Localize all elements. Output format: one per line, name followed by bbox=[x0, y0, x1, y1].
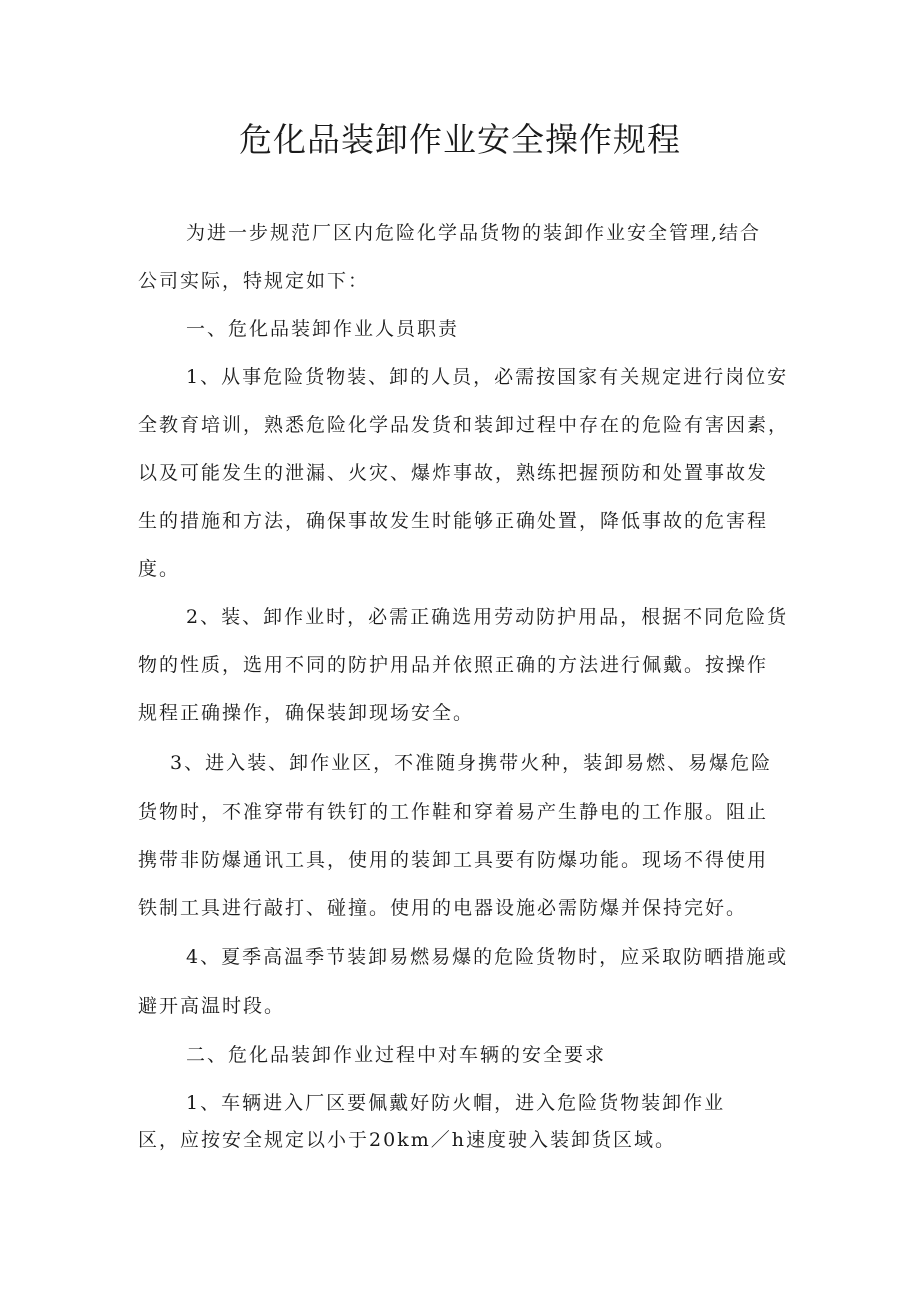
item-1-2-line-1: 2、装、卸作业时，必需正确选用劳动防护用品，根据不同危险货 bbox=[186, 606, 789, 628]
item-1-4-line-1: 4、夏季高温季节装卸易燃易爆的危险货物时，应采取防晒措施或 bbox=[186, 946, 789, 968]
item-1-1-line-1: 1、从事危险货物装、卸的人员，必需按国家有关规定进行岗位安 bbox=[186, 366, 789, 388]
section-2-heading: 二、危化品装卸作业过程中对车辆的安全要求 bbox=[186, 1044, 607, 1066]
section-1-heading: 一、危化品装卸作业人员职责 bbox=[186, 318, 460, 340]
item-1-3-line-1: 3、进入装、卸作业区，不准随身携带火种，装卸易燃、易爆危险 bbox=[170, 752, 773, 774]
document-title: 危化品装卸作业安全操作规程 bbox=[239, 120, 681, 159]
item-1-1-line-2: 全教育培训，熟悉危险化学品发货和装卸过程中存在的危险有害因素， bbox=[138, 414, 790, 436]
item-1-3-line-3: 携带非防爆通讯工具，使用的装卸工具要有防爆功能。现场不得使用 bbox=[138, 849, 769, 871]
item-2-1-line-1: 1、车辆进入厂区要佩戴好防火帽，进入危险货物装卸作业 bbox=[186, 1092, 726, 1114]
item-1-3-line-4: 铁制工具进行敲打、碰撞。使用的电器设施必需防爆并保持完好。 bbox=[138, 897, 748, 919]
item-1-2-line-3: 规程正确操作，确保装卸现场安全。 bbox=[138, 702, 475, 724]
intro-line-2: 公司实际，特规定如下： bbox=[138, 270, 370, 292]
item-1-1-line-4: 生的措施和方法，确保事故发生时能够正确处置，降低事故的危害程 bbox=[138, 510, 769, 532]
intro-line-1: 为进一步规范厂区内危险化学品货物的装卸作业安全管理,结合 bbox=[186, 222, 762, 244]
item-2-1-line-2: 区，应按安全规定以小于20km／h速度驶入装卸货区域。 bbox=[138, 1129, 676, 1151]
item-1-1-line-3: 以及可能发生的泄漏、火灾、爆炸事故，熟练把握预防和处置事故发 bbox=[138, 462, 769, 484]
item-1-2-line-2: 物的性质，选用不同的防护用品并依照正确的方法进行佩戴。按操作 bbox=[138, 654, 769, 676]
item-1-4-line-2: 避开高温时段。 bbox=[138, 995, 286, 1017]
item-1-3-line-2: 货物时，不准穿带有铁钉的工作鞋和穿着易产生静电的工作服。阻止 bbox=[138, 801, 769, 823]
item-1-1-line-5: 度。 bbox=[138, 558, 181, 580]
